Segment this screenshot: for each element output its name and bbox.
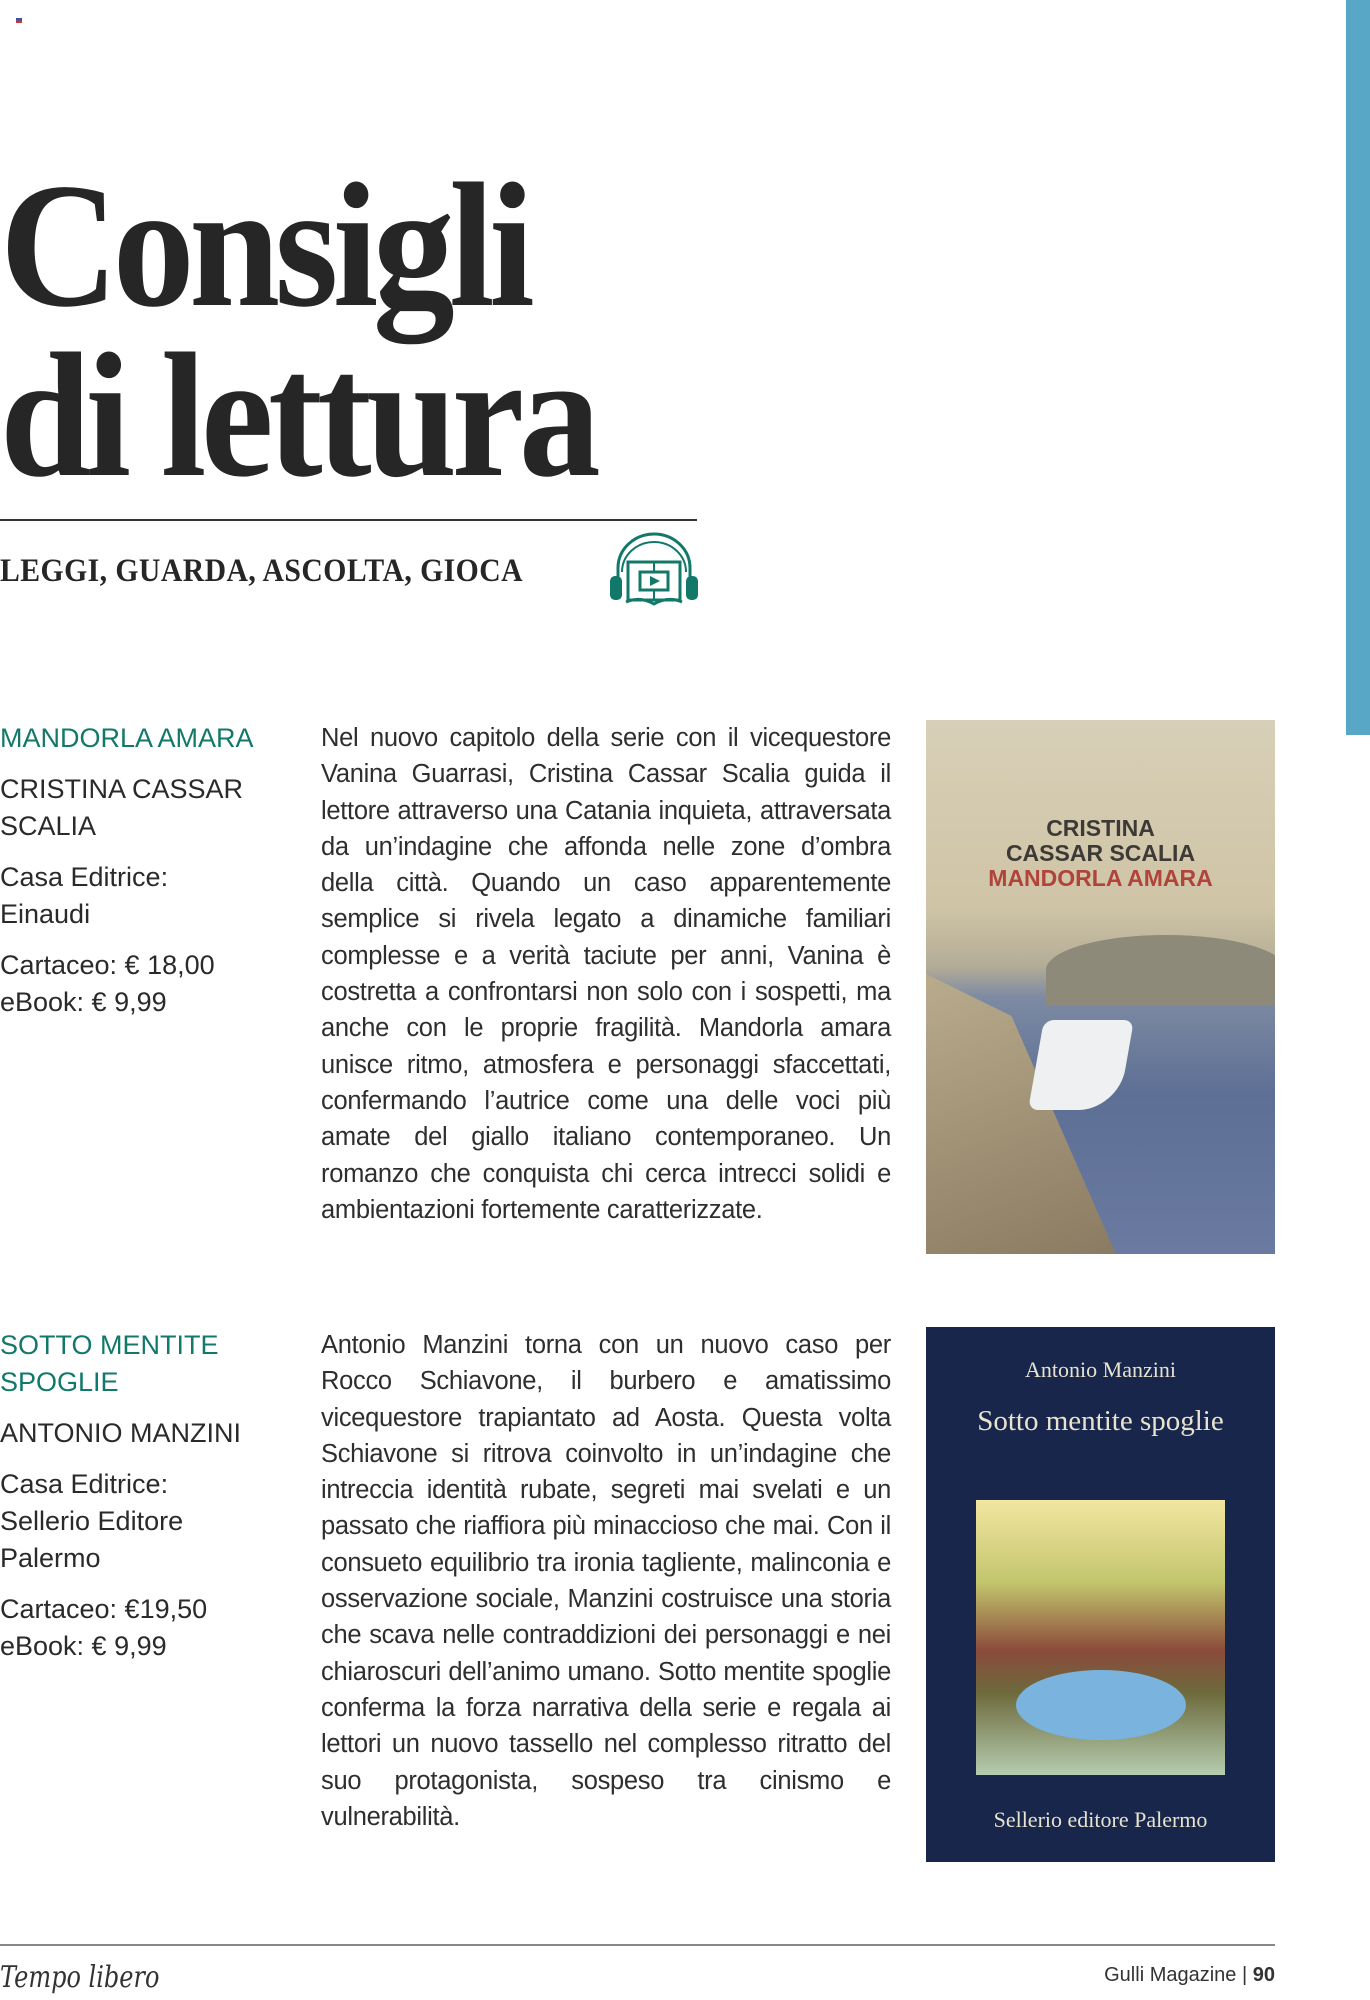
cover-title: MANDORLA AMARA	[988, 865, 1213, 891]
cover-publisher: Sellerio editore Palermo	[993, 1807, 1208, 1832]
cover-author-line-1: CRISTINA	[1046, 815, 1155, 841]
book-description: Nel nuovo capitolo della serie con il vicequestore Vanina Guarrasi, Cristina Cassar Scalia guida il lettore attraverso una Catania inquieta, attraversata da un’indagine che affonda nelle zone d’ombra della città. Quando un caso apparentemente semplice si rivela legato a dinamiche familiari complesse e a verità taciute per anni, Vanina è costretta a confrontarsi non solo con i sospetti, ma anche con le proprie fragilità. Mandorla amara unisce ritmo, atmosfera e personaggi sfaccettati, confermando l’autrice come una delle voci più amate del giallo italiano contemporaneo. Un romanzo che conquista chi cerca intrecci solidi e ambientazioni fortemente caratterizzate.	[321, 724, 891, 1224]
page-title	[0, 146, 596, 514]
cover-author: Antonio Manzini	[1025, 1357, 1176, 1382]
page-number: 90	[1252, 1964, 1275, 1986]
footer-separator: |	[1241, 1964, 1248, 1986]
section-name: Tempo libero	[0, 1960, 160, 1995]
page-subtitle: LEGGI, GUARDA, ASCOLTA, GIOCA	[0, 553, 523, 589]
title-divider	[0, 519, 697, 521]
book-author: ANTONIO MANZINI	[0, 1418, 242, 1448]
title-line-2: di lettura	[0, 316, 596, 514]
book-title: MANDORLA AMARA	[0, 723, 254, 753]
magazine-name: Gulli Magazine	[1104, 1964, 1237, 1986]
publisher-label: Casa Editrice:	[0, 862, 169, 892]
print-price: Cartaceo: €19,50	[0, 1594, 208, 1624]
book-cover	[926, 1327, 1275, 1862]
book-cover	[926, 720, 1275, 1254]
corner-mark	[16, 18, 22, 23]
publisher: Einaudi	[0, 899, 91, 929]
ebook-price: eBook: € 9,99	[0, 987, 167, 1017]
print-price: Cartaceo: € 18,00	[0, 950, 215, 980]
publisher: Sellerio Editore Palermo	[0, 1506, 184, 1573]
title-line-1: Consigli	[0, 146, 530, 344]
book-meta	[0, 720, 290, 1035]
ebook-price: eBook: € 9,99	[0, 1631, 167, 1661]
footer-divider	[0, 1944, 1275, 1946]
page-footer	[1104, 1964, 1275, 1987]
section-color-bar	[1346, 0, 1370, 735]
book-description: Antonio Manzini torna con un nuovo caso per Rocco Schiavone, il burbero e amatissimo vicequestore trapiantato ad Aosta. Questa volta Schiavone si ritrova coinvolto in un’indagine che intreccia identità rubate, segreti mai svelati e un passato che riaffiora più minaccioso che mai. Con il consueto equilibrio tra ironia tagliente, malinconia e osservazione sociale, Manzini costruisce una storia che scava nelle contraddizioni dei personaggi e nei chiaroscuri dell’animo umano. Sotto mentite spoglie conferma la forza narrativa della serie e regala ai lettori un nuovo tassello nel complesso ritratto del suo protagonista, sospeso tra cinismo e vulnerabilità.	[321, 1331, 891, 1831]
cover-title: Sotto mentite spoglie	[977, 1405, 1224, 1437]
publisher-label: Casa Editrice:	[0, 1469, 169, 1499]
book-meta	[0, 1327, 290, 1679]
book-author: CRISTINA CASSAR SCALIA	[0, 774, 244, 841]
book-headphones-icon	[608, 532, 700, 608]
cover-author-line-2: CASSAR SCALIA	[1005, 840, 1196, 866]
book-title: SOTTO MENTITE SPOGLIE	[0, 1330, 219, 1397]
